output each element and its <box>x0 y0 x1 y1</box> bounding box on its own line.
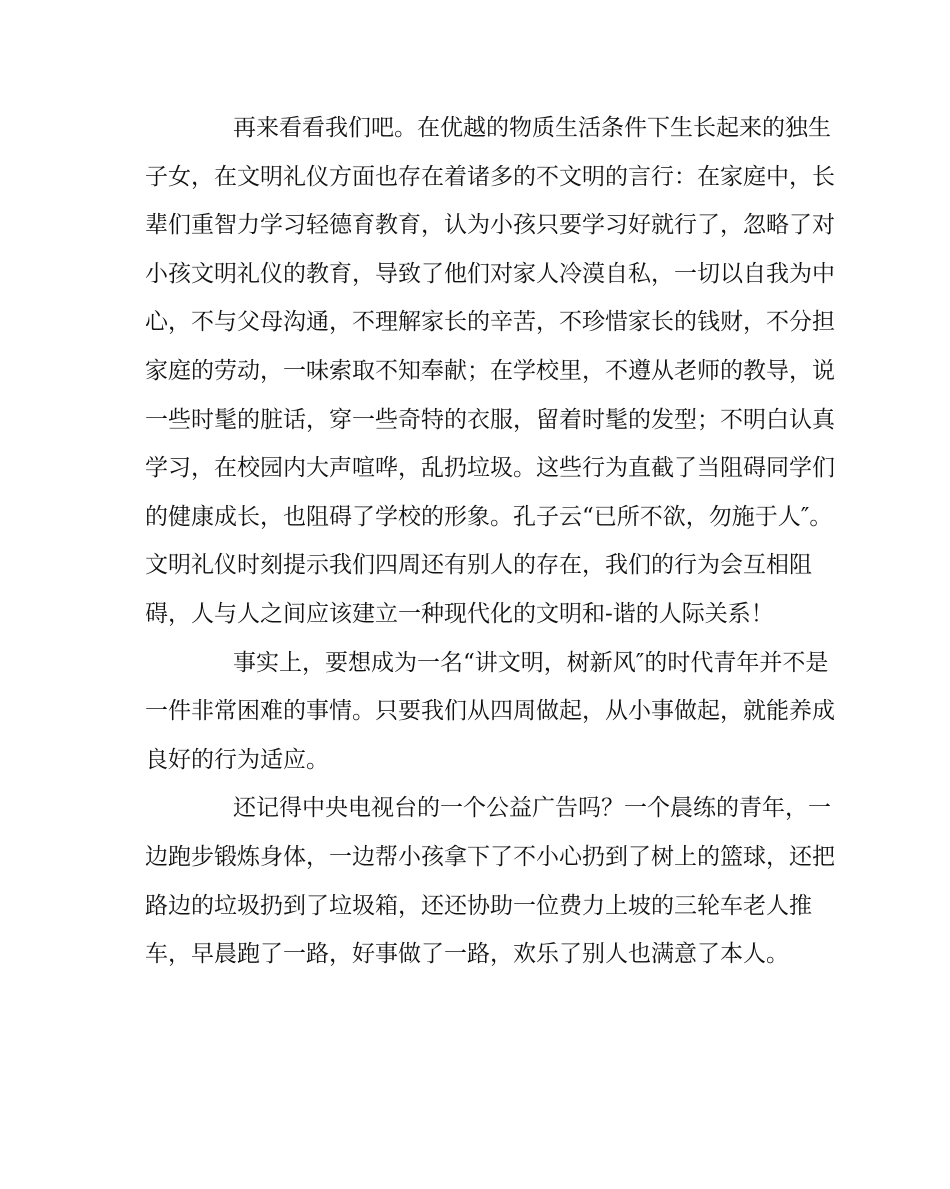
paragraph-line: 碍，人与人之间应该建立一种现代化的文明和-谐的人际关系！ <box>145 600 774 627</box>
paragraph-2 <box>145 639 835 785</box>
paragraph-1 <box>145 104 835 639</box>
paragraph-line: 子女，在文明礼仪方面也存在着诸多的不文明的言行：在家庭中，长 <box>145 163 835 190</box>
paragraph-line: 边跑步锻炼身体，一边帮小孩拿下了不小心扔到了树上的篮球，还把 <box>145 843 835 870</box>
paragraph-line: 小孩文明礼仪的教育，导致了他们对家人冷漠自私，一切以自我为中 <box>145 260 835 287</box>
paragraph-line: 的健康成长，也阻碍了学校的形象。孔子云“已所不欲，勿施于人″。 <box>145 503 833 530</box>
paragraph-line: 再来看看我们吧。在优越的物质生活条件下生长起来的独生 <box>233 115 831 141</box>
paragraph-line: 心，不与父母沟通，不理解家长的辛苦，不珍惜家长的钱财，不分担 <box>145 309 835 336</box>
paragraph-line: 学习，在校园内大声喧哗，乱扔垃圾。这些行为直截了当阻碍同学们 <box>145 455 835 482</box>
paragraph-line: 路边的垃圾扔到了垃圾箱，还还协助一位费力上坡的三轮车老人推 <box>145 892 812 919</box>
paragraph-line: 还记得中央电视台的一个公益广告吗？一个晨练的青年，一 <box>233 795 831 822</box>
paragraph-line: 家庭的劳动，一味索取不知奉献；在学校里，不遵从老师的教导，说 <box>145 357 835 384</box>
paragraph-line: 事实上，要想成为一名“讲文明，树新风″的时代青年并不是 <box>233 649 829 676</box>
paragraph-line: 良好的行为适应。 <box>145 746 329 773</box>
paragraph-3 <box>145 784 835 978</box>
document-body <box>145 104 835 979</box>
paragraph-line: 车，早晨跑了一路，好事做了一路，欢乐了别人也满意了本人。 <box>145 941 789 968</box>
paragraph-line: 一些时髦的脏话，穿一些奇特的衣服，留着时髦的发型；不明白认真 <box>145 406 835 433</box>
paragraph-line: 一件非常困难的事情。只要我们从四周做起，从小事做起，就能养成 <box>145 698 835 725</box>
paragraph-line: 文明礼仪时刻提示我们四周还有别人的存在，我们的行为会互相阻 <box>145 552 812 579</box>
paragraph-line: 辈们重智力学习轻德育教育，认为小孩只要学习好就行了，忽略了对 <box>145 212 835 239</box>
